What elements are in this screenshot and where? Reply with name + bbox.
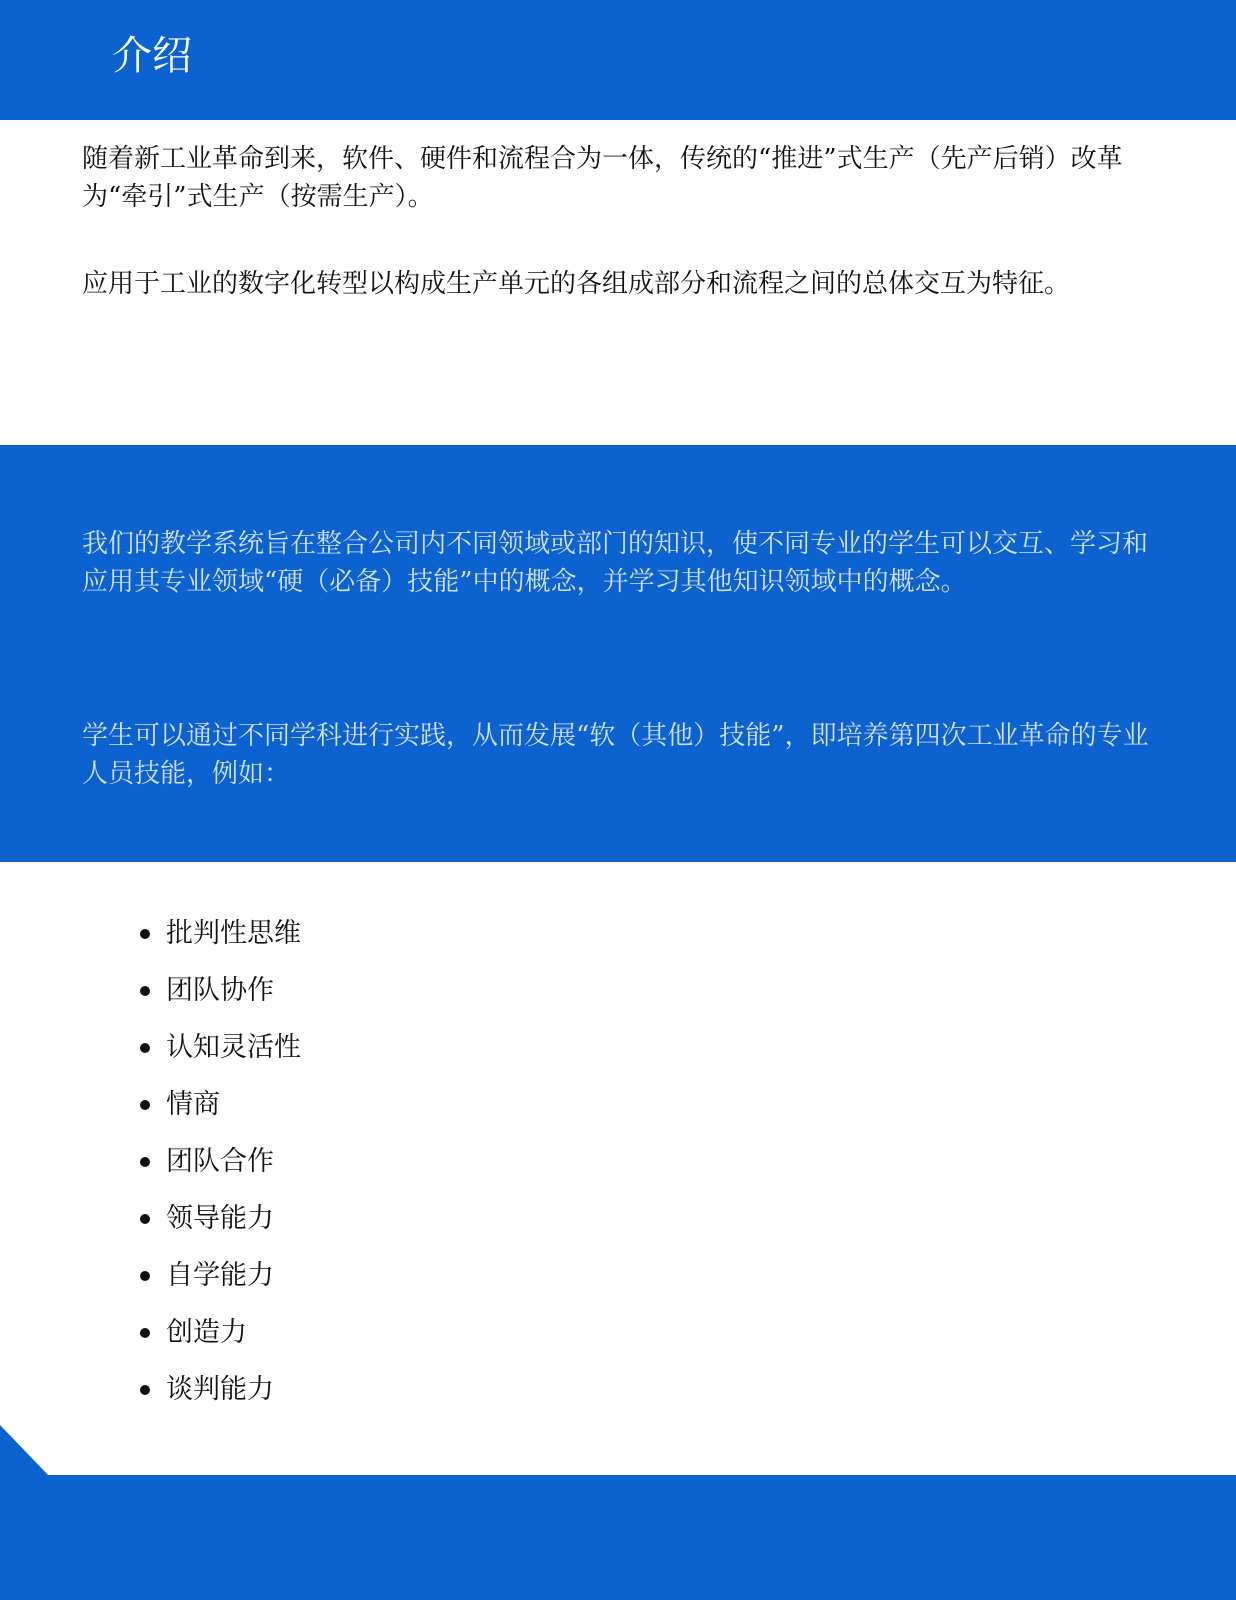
footer-corner-triangle xyxy=(0,1425,50,1477)
header-band xyxy=(0,0,1236,120)
page-title: 介绍 xyxy=(112,33,192,79)
bullet-icon xyxy=(140,1214,150,1224)
bullet-icon xyxy=(140,1100,150,1110)
list-item xyxy=(166,969,301,1026)
list-item xyxy=(166,912,301,969)
skill-label: 团队协作 xyxy=(166,975,274,1006)
intro-paragraph-2: 应用于工业的数字化转型以构成生产单元的各组成部分和流程之间的总体交互为特征。 xyxy=(82,269,1071,299)
skill-label: 谈判能力 xyxy=(166,1374,274,1405)
band-paragraph-2: 学生可以通过不同学科进行实践，从而发展“软（其他）技能”，即培养第四次工业革命的专业人员技能，例如： xyxy=(82,721,1149,789)
skill-label: 认知灵活性 xyxy=(166,1032,301,1063)
skill-label: 自学能力 xyxy=(166,1260,274,1291)
skills-list xyxy=(166,912,301,1425)
bullet-icon xyxy=(140,929,150,939)
list-item xyxy=(166,1140,301,1197)
skill-label: 创造力 xyxy=(166,1317,247,1348)
band-paragraph-1: 我们的教学系统旨在整合公司内不同领域或部门的知识，使不同专业的学生可以交互、学习和应用其专业领域“硬（必备）技能”中的概念，并学习其他知识领域中的概念。 xyxy=(82,529,1149,597)
skill-label: 批判性思维 xyxy=(166,918,301,949)
footer-band xyxy=(0,1475,1236,1600)
list-item xyxy=(166,1311,301,1368)
bullet-icon xyxy=(140,1157,150,1167)
bullet-icon xyxy=(140,1271,150,1281)
skill-label: 情商 xyxy=(166,1089,220,1120)
list-item xyxy=(166,1026,301,1083)
intro-paragraph-1: 随着新工业革命到来，软件、硬件和流程合为一体，传统的“推进”式生产（先产后销）改革为“牵引”式生产（按需生产）。 xyxy=(82,144,1123,212)
bullet-icon xyxy=(140,1328,150,1338)
list-item xyxy=(166,1197,301,1254)
bullet-icon xyxy=(140,1043,150,1053)
highlight-band xyxy=(0,445,1236,862)
list-item xyxy=(166,1254,301,1311)
bullet-icon xyxy=(140,986,150,996)
skill-label: 团队合作 xyxy=(166,1146,274,1177)
list-item xyxy=(166,1083,301,1140)
list-item xyxy=(166,1368,301,1425)
skill-label: 领导能力 xyxy=(166,1203,274,1234)
bullet-icon xyxy=(140,1385,150,1395)
